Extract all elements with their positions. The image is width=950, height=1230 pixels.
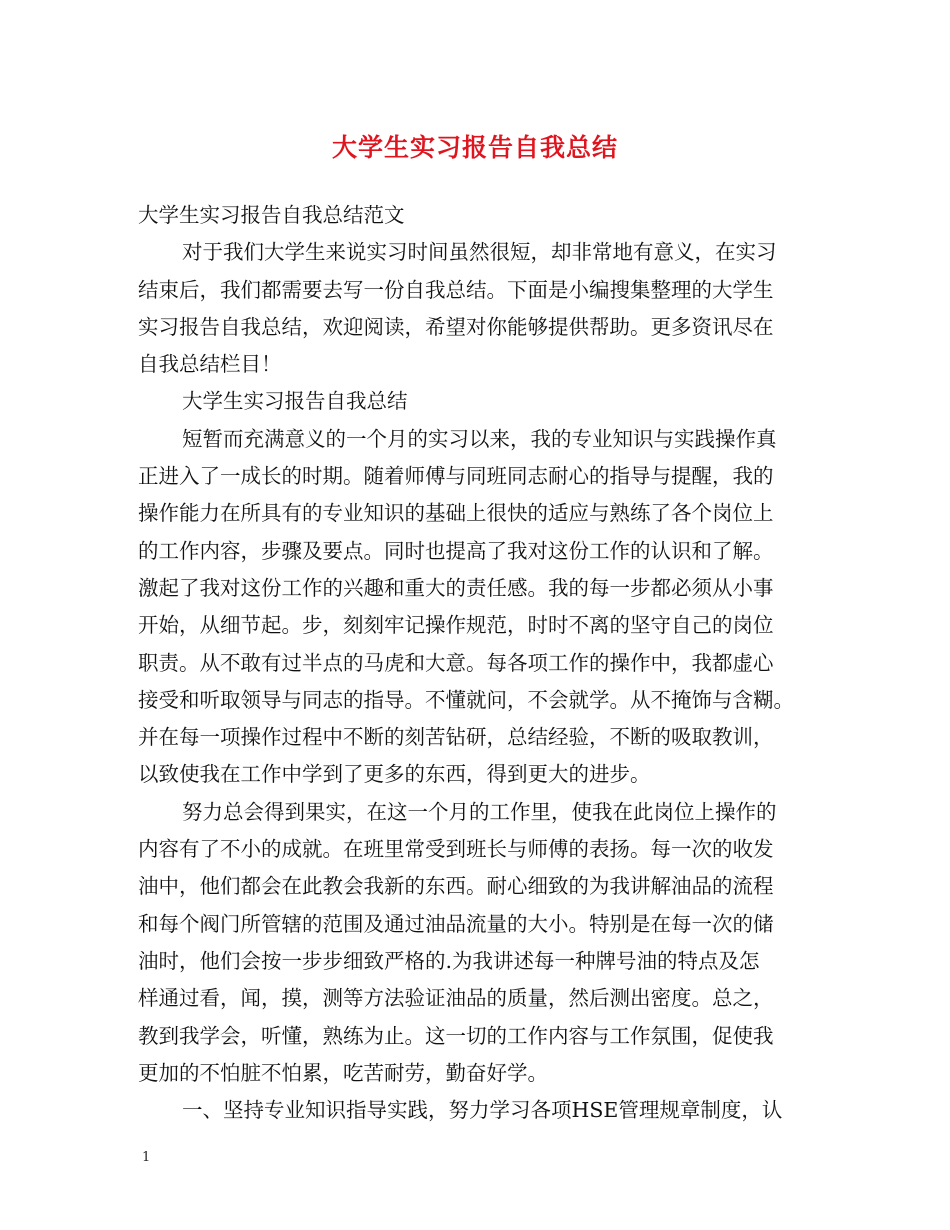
body-line: 结束后，我们都需要去写一份自我总结。下面是小编搜集整理的大学生 xyxy=(138,277,774,302)
body-line: 油中，他们都会在此教会我新的东西。耐心细致的为我讲解油品的流程 xyxy=(138,874,774,899)
body-line: 对于我们大学生来说实习时间虽然很短，却非常地有意义，在实习 xyxy=(182,240,777,265)
body-line: 和每个阀门所管辖的范围及通过油品流量的大小。特别是在每一次的储 xyxy=(138,911,774,936)
body-line: 努力总会得到果实，在这一个月的工作里，使我在此岗位上操作的 xyxy=(182,799,777,824)
body-line: 内容有了不小的成就。在班里常受到班长与师傅的表扬。每一次的收发 xyxy=(138,837,774,862)
body-line: 开始，从细节起。步，刻刻牢记操作规范，时时不离的坚守自己的岗位 xyxy=(138,613,774,638)
body-line: 激起了我对这份工作的兴趣和重大的责任感。我的每一步都必须从小事 xyxy=(138,575,774,600)
body-line: 短暂而充满意义的一个月的实习以来，我的专业知识与实践操作真 xyxy=(182,426,777,451)
document-body xyxy=(138,197,818,1129)
body-line: 一、坚持专业知识指导实践，努力学习各项HSE管理规章制度，认 xyxy=(182,1098,783,1123)
body-line: 样通过看，闻，摸，测等方法验证油品的质量，然后测出密度。总之， xyxy=(138,986,774,1011)
body-line: 以致使我在工作中学到了更多的东西，得到更大的进步。 xyxy=(138,762,651,787)
body-line: 油时，他们会按一步步细致严格的.为我讲述每一种牌号油的特点及怎 xyxy=(138,948,760,973)
body-line: 并在每一项操作过程中不断的刻苦钻研，总结经验，不断的吸取教训， xyxy=(138,725,774,750)
body-line: 实习报告自我总结，欢迎阅读，希望对你能够提供帮助。更多资讯尽在 xyxy=(138,314,774,339)
body-line: 的工作内容，步骤及要点。同时也提高了我对这份工作的认识和了解。 xyxy=(138,538,774,563)
body-line: 接受和听取领导与同志的指导。不懂就问，不会就学。从不掩饰与含糊。 xyxy=(138,687,794,712)
body-line: 教到我学会，听懂，熟练为止。这一切的工作内容与工作氛围，促使我 xyxy=(138,1023,774,1048)
body-line: 自我总结栏目！ xyxy=(138,352,282,377)
body-line: 大学生实习报告自我总结 xyxy=(182,389,408,414)
page-number: 1 xyxy=(142,1150,151,1165)
body-line: 操作能力在所具有的专业知识的基础上很快的适应与熟练了各个岗位上 xyxy=(138,501,774,526)
body-line: 大学生实习报告自我总结范文 xyxy=(138,203,405,227)
body-line: 职责。从不敢有过半点的马虎和大意。每各项工作的操作中，我都虚心 xyxy=(138,650,774,675)
body-line: 正进入了一成长的时期。随着师傅与同班同志耐心的指导与提醒，我的 xyxy=(138,464,774,489)
document-title: 大学生实习报告自我总结 xyxy=(331,133,618,162)
body-line: 更加的不怕脏不怕累，吃苦耐劳，勤奋好学。 xyxy=(138,1060,548,1085)
